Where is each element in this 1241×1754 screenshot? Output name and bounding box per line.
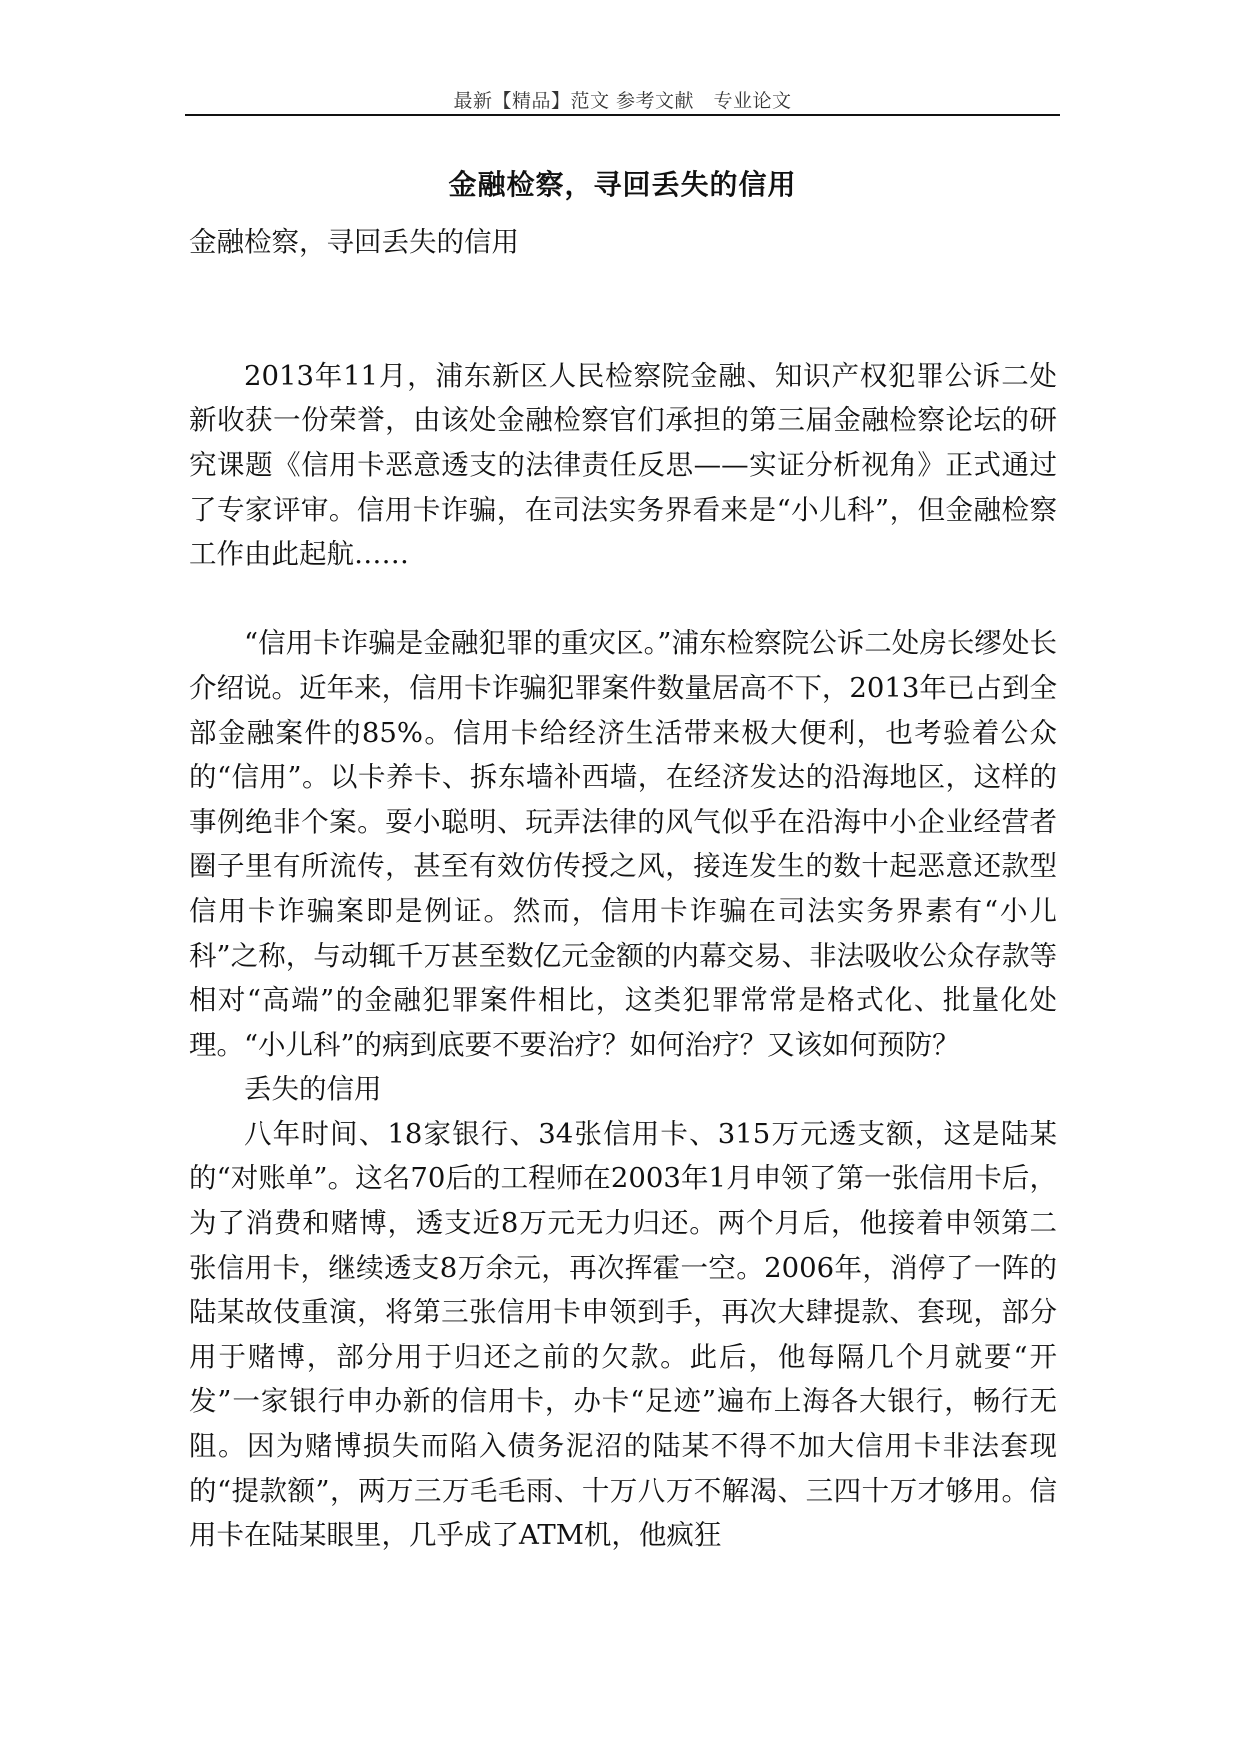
paragraph: 八年时间、18家银行、34张信用卡、315万元透支额，这是陆某的“对账单”。这名70后的工程师在2003年1月申领了第一张信用卡后，为了消费和赌博，透支近8万元无力归还。两个月后，他接着申领第二张信用卡，继续透支8万余元，再次挥霍一空。2006年，消停了一阵的陆某故伎重演，将第三张信用卡申领到手，再次大肆提款、套现，部分用于赌博，部分用于归还之前的欠款。此后，他每隔几个月就要“开发”一家银行申办新的信用卡，办卡“足迹”遍布上海各大银行，畅行无阻。因为赌博损失而陷入债务泥沼的陆某不得不加大信用卡非法套现的“提款额”，两万三万毛毛雨、十万八万不解渴、三四十万才够用。信用卡在陆某眼里，几乎成了ATM机，他疯狂: [189, 1117, 1057, 1552]
page-header: 最新【精品】范文 参考文献 专业论文: [453, 90, 792, 112]
document-body: [189, 220, 1057, 1558]
document-title: 金融检察，寻回丢失的信用: [448, 168, 797, 201]
paragraph: 2013年11月，浦东新区人民检察院金融、知识产权犯罪公诉二处新收获一份荣誉，由该处金融检察官们承担的第三届金融检察论坛的研究课题《信用卡恶意透支的法律责任反思——实证分析视角》正式通过了专家评审。信用卡诈骗，在司法实务界看来是“小儿科”，但金融检察工作由此起航……: [189, 359, 1057, 571]
document-subtitle: 金融检察，寻回丢失的信用: [189, 226, 519, 258]
spacer: [189, 309, 1057, 354]
section-heading: 丢失的信用: [244, 1073, 382, 1106]
spacer: [189, 577, 1057, 622]
header-divider: [185, 114, 1060, 116]
paragraph: “信用卡诈骗是金融犯罪的重灾区。”浦东检察院公诉二处房长缪处长介绍说。近年来，信用卡诈骗犯罪案件数量居高不下，2013年已占到全部金融案件的85%。信用卡给经济生活带来极大便利，也考验着公众的“信用”。以卡养卡、拆东墙补西墙，在经济发达的沿海地区，这样的事例绝非个案。耍小聪明、玩弄法律的风气似乎在沿海中小企业经营者圈子里有所流传，甚至有效仿传授之风，接连发生的数十起恶意还款型信用卡诈骗案即是例证。然而，信用卡诈骗在司法实务界素有“小儿科”之称，与动辄千万甚至数亿元金额的内幕交易、非法吸收公众存款等相对“高端”的金融犯罪案件相比，这类犯罪常常是格式化、批量化处理。“小儿科”的病到底要不要治疗？如何治疗？又该如何预防？: [189, 627, 1057, 1061]
